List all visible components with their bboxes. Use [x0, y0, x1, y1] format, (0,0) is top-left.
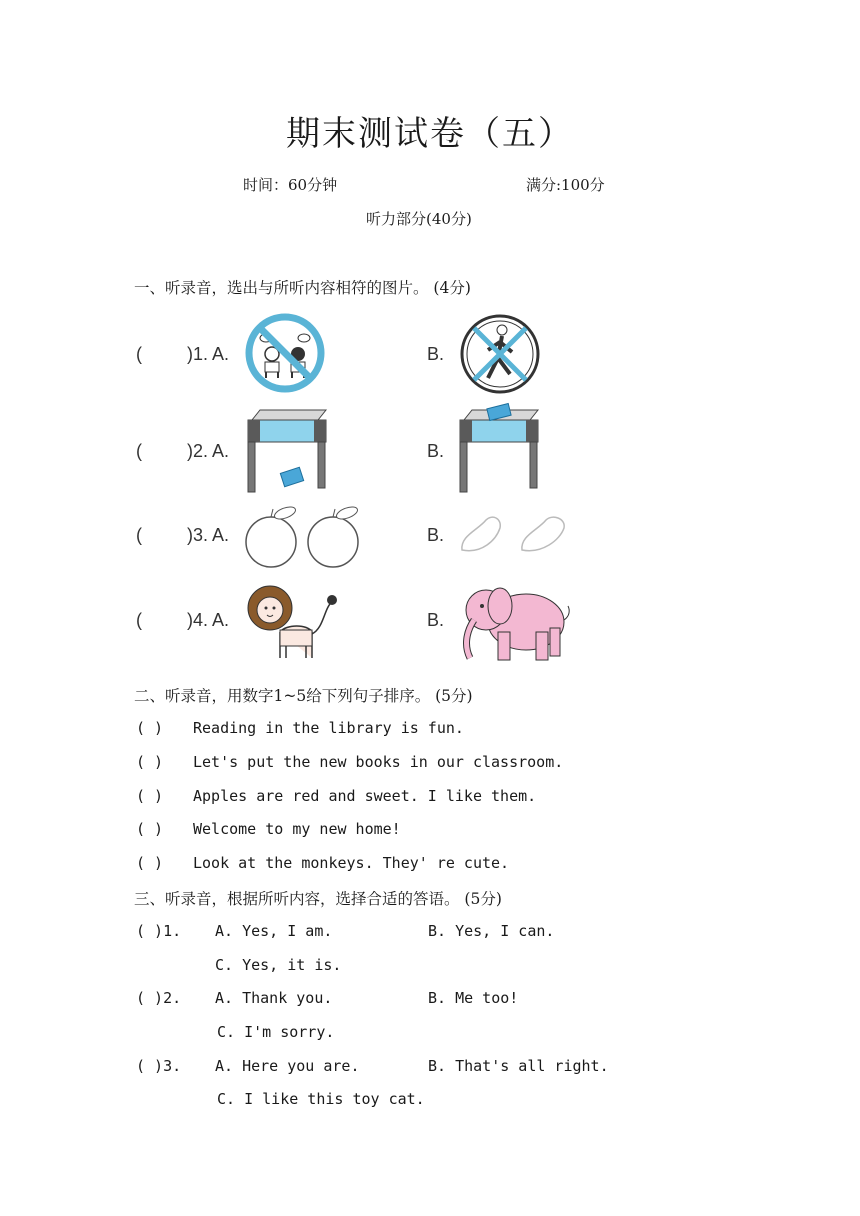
question-number: ( )2.	[136, 989, 182, 1007]
list-item-paren: ( )	[136, 820, 164, 838]
section2-heading: 二、听录音，用数字1~5给下列句子排序。 (5分)	[134, 687, 473, 705]
list-item-paren: ( )	[136, 753, 164, 771]
elephant-icon	[456, 576, 572, 666]
question-number: ( )1.	[136, 922, 182, 940]
list-item-text: Look at the monkeys. They' re cute.	[193, 854, 510, 872]
question-label-b: B.	[427, 525, 445, 545]
oranges-icon	[243, 504, 367, 570]
book-under-desk-icon	[244, 406, 330, 496]
exam-score: 满分:100分	[526, 176, 605, 194]
no-talking-sign-icon	[244, 312, 326, 394]
question-number: ( )3.	[136, 1057, 182, 1075]
answer-paren: (	[136, 610, 142, 630]
list-item-text: Reading in the library is fun.	[193, 719, 464, 737]
option-c: C. I'm sorry.	[217, 1023, 335, 1041]
question-label-a: )3. A.	[187, 525, 230, 545]
page-title: 期末测试卷（五）	[286, 114, 574, 154]
list-item-paren: ( )	[136, 787, 164, 805]
answer-paren: (	[136, 525, 142, 545]
question-label-a: )1. A.	[187, 344, 230, 364]
question-label-a: )2. A.	[187, 441, 230, 461]
section1-heading: 一、听录音，选出与所听内容相符的图片。 (4分)	[134, 279, 471, 297]
section3-heading: 三、听录音，根据所听内容，选择合适的答语。 (5分)	[134, 890, 502, 908]
listening-part-heading: 听力部分(40分)	[366, 210, 472, 228]
question-label-b: B.	[427, 441, 445, 461]
list-item-text: Welcome to my new home!	[193, 820, 401, 838]
list-item-text: Let's put the new books in our classroom.	[193, 753, 564, 771]
option-c: C. I like this toy cat.	[217, 1090, 425, 1108]
answer-paren: (	[136, 441, 142, 461]
exam-time: 时间：60分钟	[243, 176, 338, 194]
option-a: A. Yes, I am.	[215, 922, 333, 940]
option-b: B. That's all right.	[428, 1057, 609, 1075]
book-on-desk-icon	[456, 406, 542, 496]
no-walking-sign-icon	[458, 312, 542, 396]
answer-paren: (	[136, 344, 142, 364]
pears-sketch-icon	[456, 510, 578, 560]
list-item-paren: ( )	[136, 719, 164, 737]
option-c: C. Yes, it is.	[215, 956, 342, 974]
option-a: A. Here you are.	[215, 1057, 360, 1075]
option-a: A. Thank you.	[215, 989, 333, 1007]
list-item-text: Apples are red and sweet. I like them.	[193, 787, 537, 805]
option-b: B. Me too!	[428, 989, 519, 1007]
question-label-b: B.	[427, 344, 445, 364]
option-b: B. Yes, I can.	[428, 922, 555, 940]
question-label-a: )4. A.	[187, 610, 230, 630]
list-item-paren: ( )	[136, 854, 164, 872]
question-label-b: B.	[427, 610, 445, 630]
lion-icon	[246, 578, 340, 666]
